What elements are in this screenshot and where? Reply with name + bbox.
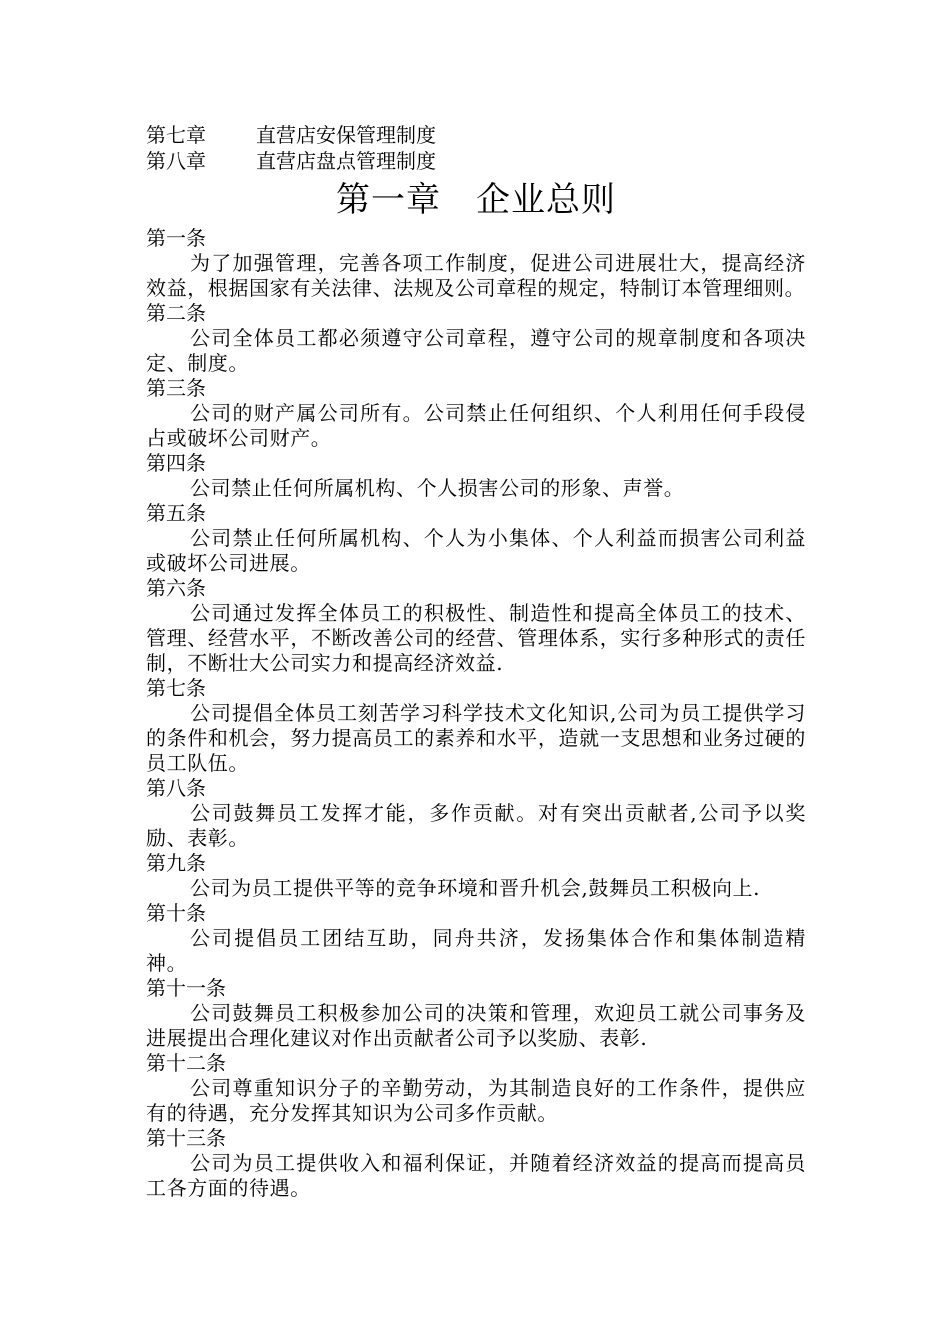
document-content — [146, 122, 806, 1201]
article-body: 公司为员工提供平等的竞争环境和晋升机会,鼓舞员工积极向上. — [190, 876, 761, 900]
article — [146, 901, 806, 976]
article — [146, 776, 806, 851]
toc-chapter-number: 第八章 — [146, 149, 206, 173]
article-heading: 第二条 — [146, 301, 206, 325]
article-body: 公司提倡员工团结互助，同舟共济，发扬集体合作和集体制造精神。 — [146, 926, 806, 975]
article — [146, 676, 806, 776]
article-heading: 第十三条 — [146, 1126, 226, 1150]
article — [146, 301, 806, 376]
toc-entry — [146, 122, 806, 148]
toc-chapter-number: 第七章 — [146, 123, 206, 147]
article-heading: 第六条 — [146, 576, 206, 600]
article — [146, 1126, 806, 1201]
chapter-title: 第一章 企业总则 — [336, 180, 616, 220]
article — [146, 226, 806, 301]
article-heading: 第一条 — [146, 226, 206, 250]
article-body: 公司为员工提供收入和福利保证，并随着经济效益的提高而提高员工各方面的待遇。 — [146, 1151, 806, 1200]
article — [146, 451, 806, 501]
article — [146, 376, 806, 451]
article-heading: 第十一条 — [146, 976, 226, 1000]
article-body: 公司鼓舞员工发挥才能，多作贡献。对有突出贡献者,公司予以奖励、表彰。 — [146, 801, 806, 850]
article-body: 为了加强管理，完善各项工作制度，促进公司进展壮大，提高经济效益，根据国家有关法律、法规及公司章程的规定，特制订本管理细则。 — [146, 251, 806, 300]
article — [146, 976, 806, 1051]
article-body: 公司尊重知识分子的辛勤劳动，为其制造良好的工作条件，提供应有的待遇，充分发挥其知识为公司多作贡献。 — [146, 1076, 806, 1125]
article-heading: 第十二条 — [146, 1051, 226, 1075]
article-body: 公司的财产属公司所有。公司禁止任何组织、个人利用任何手段侵占或破坏公司财产。 — [146, 401, 806, 450]
article-heading: 第五条 — [146, 501, 206, 525]
article-body: 公司禁止任何所属机构、个人为小集体、个人利益而损害公司利益或破坏公司进展。 — [146, 526, 806, 575]
article-heading: 第八条 — [146, 776, 206, 800]
article — [146, 851, 806, 901]
table-of-contents — [146, 122, 806, 174]
article-heading: 第四条 — [146, 451, 206, 475]
article-body: 公司全体员工都必须遵守公司章程，遵守公司的规章制度和各项决定、制度。 — [146, 326, 806, 375]
article-heading: 第十条 — [146, 901, 206, 925]
article-body: 公司提倡全体员工刻苦学习科学技术文化知识,公司为员工提供学习的条件和机会，努力提高员工的素养和水平，造就一支思想和业务过硬的员工队伍。 — [146, 701, 806, 775]
article-body: 公司通过发挥全体员工的积极性、制造性和提高全体员工的技术、管理、经营水平，不断改善公司的经营、管理体系，实行多种形式的责任制，不断壮大公司实力和提高经济效益. — [146, 601, 806, 675]
article-body: 公司鼓舞员工积极参加公司的决策和管理，欢迎员工就公司事务及进展提出合理化建议对作出贡献者公司予以奖励、表彰. — [146, 1001, 806, 1050]
toc-chapter-title: 直营店安保管理制度 — [256, 123, 436, 147]
toc-chapter-title: 直营店盘点管理制度 — [256, 149, 436, 173]
article-heading: 第三条 — [146, 376, 206, 400]
article — [146, 501, 806, 576]
article-heading: 第九条 — [146, 851, 206, 875]
article — [146, 576, 806, 676]
toc-entry — [146, 148, 806, 174]
article — [146, 1051, 806, 1126]
article-body: 公司禁止任何所属机构、个人损害公司的形象、声誉。 — [190, 476, 685, 500]
article-heading: 第七条 — [146, 676, 206, 700]
